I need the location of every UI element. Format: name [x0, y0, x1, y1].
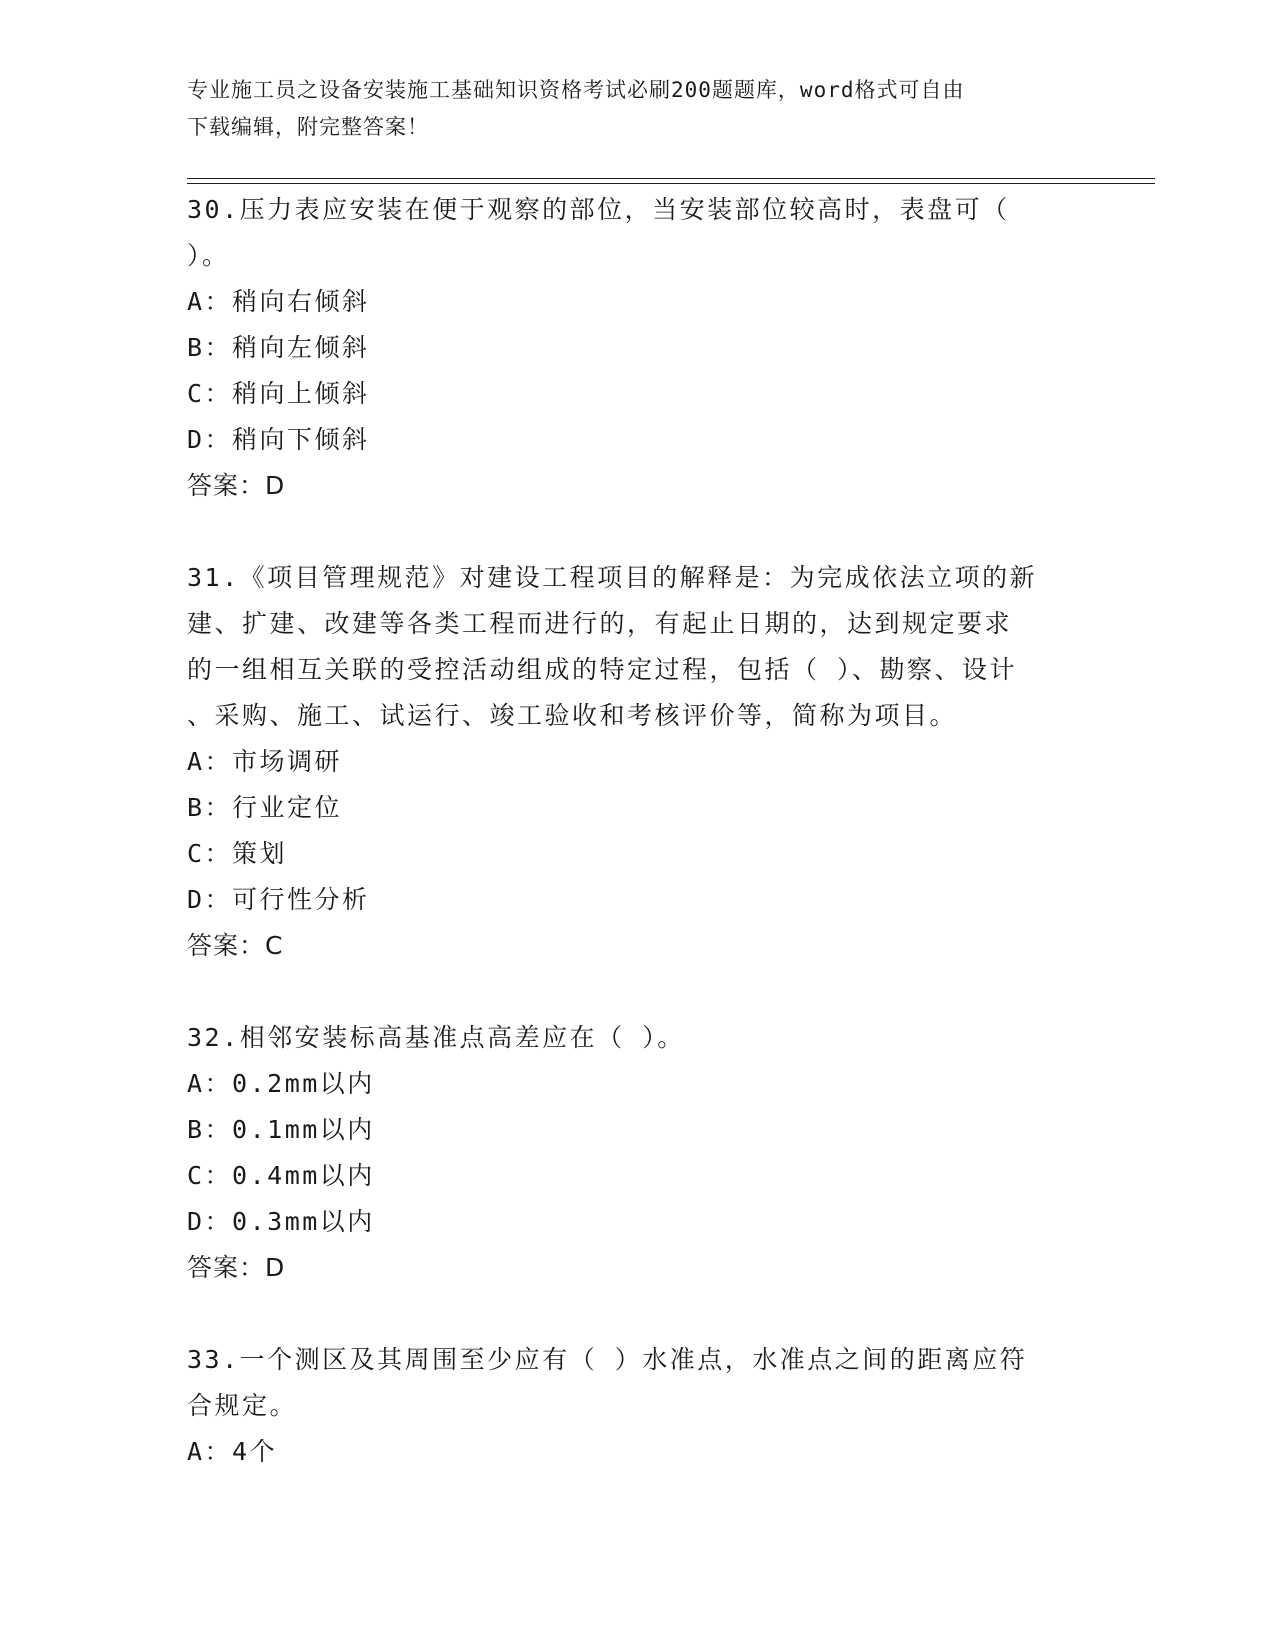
- question-32: [187, 1015, 1087, 1291]
- document-header: [187, 72, 1067, 146]
- answer-line: 答案：D: [187, 471, 286, 500]
- option-a: A：稍向右倾斜: [187, 287, 370, 316]
- question-stem-line: 的一组相互关联的受控活动组成的特定过程，包括（ ）、勘察、设计: [187, 655, 1018, 684]
- question-30: [187, 187, 1087, 509]
- question-stem-line: 、采购、施工、试运行、竣工验收和考核评价等，简称为项目。: [187, 701, 958, 730]
- option-b: B：0.1mm以内: [187, 1115, 375, 1144]
- option-c: C：稍向上倾斜: [187, 379, 370, 408]
- option-c: C：0.4mm以内: [187, 1161, 375, 1190]
- question-33: [187, 1337, 1087, 1475]
- question-stem-line: 33.一个测区及其周围至少应有（ ）水准点，水准点之间的距离应符: [187, 1345, 1028, 1374]
- question-stem-line: ）。: [187, 241, 230, 270]
- option-d: D：可行性分析: [187, 885, 370, 914]
- option-d: D：0.3mm以内: [187, 1207, 375, 1236]
- option-c: C：策划: [187, 839, 288, 868]
- question-spacer: [187, 1291, 1087, 1337]
- option-b: B：行业定位: [187, 793, 343, 822]
- option-a: A：4个: [187, 1437, 278, 1466]
- option-a: A：0.2mm以内: [187, 1069, 375, 1098]
- header-line-1: 专业施工员之设备安装施工基础知识资格考试必刷200题题库，word格式可自由: [187, 78, 965, 102]
- header-divider-top: [187, 178, 1155, 179]
- option-a: A：市场调研: [187, 747, 343, 776]
- question-31: [187, 555, 1087, 969]
- header-divider-bottom: [187, 183, 1155, 184]
- option-d: D：稍向下倾斜: [187, 425, 370, 454]
- question-stem-line: 30.压力表应安装在便于观察的部位，当安装部位较高时，表盘可（: [187, 195, 1010, 224]
- answer-line: 答案：D: [187, 1253, 286, 1282]
- question-spacer: [187, 969, 1087, 1015]
- question-stem-line: 合规定。: [187, 1391, 298, 1420]
- question-spacer: [187, 509, 1087, 555]
- question-stem-line: 31.《项目管理规范》对建设工程项目的解释是：为完成依法立项的新: [187, 563, 1038, 592]
- answer-line: 答案：C: [187, 931, 284, 960]
- question-list: [187, 187, 1087, 1475]
- option-b: B：稍向左倾斜: [187, 333, 370, 362]
- header-line-2: 下载编辑，附完整答案！: [187, 115, 429, 139]
- question-stem-line: 建、扩建、改建等各类工程而进行的，有起止日期的，达到规定要求: [187, 609, 1013, 638]
- question-stem-line: 32.相邻安装标高基准点高差应在（ ）。: [187, 1023, 685, 1052]
